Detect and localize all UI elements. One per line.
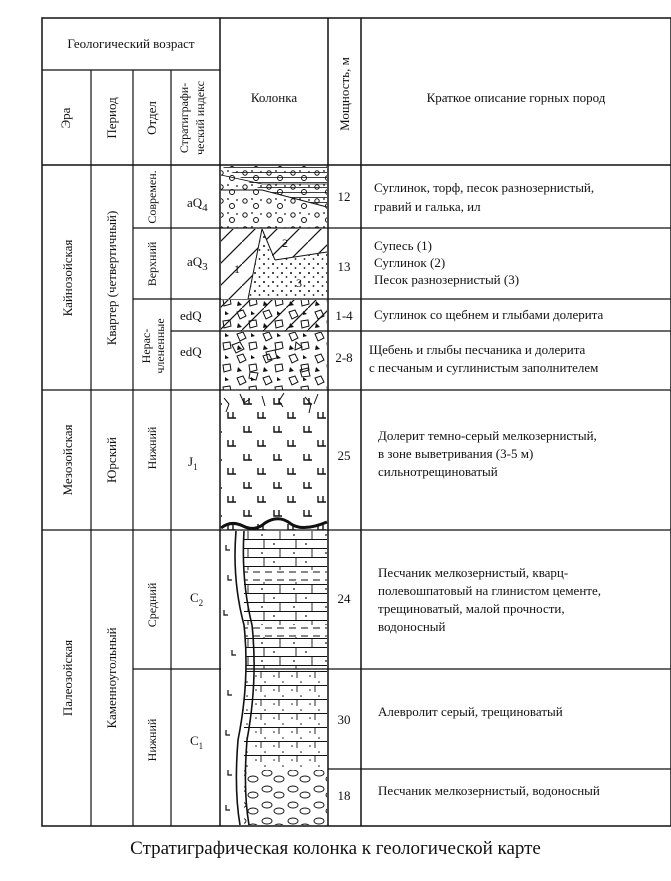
header-period: Период (104, 97, 119, 139)
svg-text:с песчаным и суглинистым запол: с песчаным и суглинистым заполнителем (369, 360, 599, 375)
litho-edq-rubble (221, 332, 327, 390)
figure-caption: Стратиграфическая колонка к геологической карте (130, 838, 541, 859)
period-label-carboniferous: Каменноугольный (104, 627, 119, 729)
svg-text:Щебень и глыбы песчаника и дол: Щебень и глыбы песчаника и долерита (369, 342, 586, 357)
header-thickness: Мощность, м (337, 57, 352, 131)
header-geo-age: Геологический возраст (67, 36, 195, 51)
table-grid (42, 18, 671, 826)
litho-c1-siltstone (244, 670, 327, 769)
litho-aq4-alluvium (221, 166, 327, 228)
column-label-1: 1 (234, 262, 240, 276)
svg-text:сильнотрещиноватый: сильнотрещиноватый (378, 464, 498, 479)
svg-text:Песок разнозернистый (3): Песок разнозернистый (3) (374, 272, 520, 287)
svg-text:Алевролит серый, трещиноватый: Алевролит серый, трещиноватый (378, 704, 563, 719)
thickness-aq4: 12 (337, 189, 351, 204)
division-label-carb-lower: Нижний (145, 718, 159, 762)
svg-text:Долерит темно-серый мелкозерни: Долерит темно-серый мелкозернистый, (378, 428, 597, 443)
description-edq-upper (374, 307, 604, 322)
strat-index-edq-lower: edQ (180, 344, 202, 359)
description-aq3 (374, 238, 519, 287)
era-label-paleozoic: Палеозойская (60, 639, 75, 717)
svg-text:полевошпатовый на глинистом це: полевошпатовый на глинистом цементе, (378, 583, 601, 598)
svg-text:Песчаник мелкозернистый, водон: Песчаник мелкозернистый, водоносный (378, 783, 600, 798)
svg-text:Супесь (1): Супесь (1) (374, 238, 433, 253)
svg-text:гравий и галька, ил: гравий и галька, ил (374, 199, 481, 214)
svg-text:в зоне выветривания (3-5 м): в зоне выветривания (3-5 м) (378, 446, 534, 461)
period-label-quaternary: Квартер (четвертичный) (104, 210, 119, 346)
period-label-jurassic: Юрский (104, 437, 119, 483)
svg-text:Песчаник мелкозернистый, кварц: Песчаник мелкозернистый, кварц- (378, 565, 569, 580)
division-label-undivided-2: члененные (153, 318, 167, 374)
strat-index-c2: $C_2$ (190, 590, 204, 608)
litho-edq-loam-rubble (221, 300, 327, 331)
litho-aq3-sandy-loam (221, 229, 327, 299)
thickness-bottom: 18 (337, 788, 351, 803)
header-description: Краткое описание горных пород (426, 90, 606, 105)
svg-text:Суглинок (2): Суглинок (2) (374, 255, 446, 270)
era-label-cenozoic: Кайнозойская (60, 239, 75, 317)
division-label-middle: Средний (145, 582, 159, 628)
header-era: Эра (58, 107, 73, 129)
lithology-column (221, 166, 327, 825)
thickness-j1: 25 (337, 448, 351, 463)
strat-index-c1: $C_1$ (190, 733, 204, 751)
description-j1 (378, 428, 597, 479)
division-label-undivided-1: Нерас- (139, 328, 153, 364)
column-label-2: 2 (282, 236, 288, 250)
thickness-c1: 30 (337, 712, 351, 727)
description-edq-lower (369, 342, 598, 375)
svg-text:водоносный: водоносный (378, 619, 446, 634)
thickness-c2: 24 (337, 591, 351, 606)
era-label-mesozoic: Мезозойская (60, 424, 75, 496)
division-label-jurassic-lower: Нижний (145, 426, 159, 470)
header-column: Колонка (250, 90, 298, 105)
header-strat-index-1: Стратиграфи- (177, 82, 191, 154)
svg-text:трещиноватый, малой прочности,: трещиноватый, малой прочности, (378, 601, 565, 616)
header-division: Отдел (144, 101, 159, 135)
column-label-3: 3 (296, 276, 302, 290)
header-strat-index-2: ческий индекс (193, 81, 207, 155)
strat-index-aq3: $aQ_3$ (187, 254, 208, 273)
division-label-upper: Верхний (145, 241, 159, 287)
thickness-edq-lower: 2-8 (335, 350, 353, 365)
description-c2 (378, 565, 601, 634)
litho-bottom-sandstone (244, 770, 327, 825)
strat-index-j1: $J_1$ (188, 454, 198, 472)
strat-index-edq-upper: edQ (180, 308, 202, 323)
thickness-edq-upper: 1-4 (335, 308, 353, 323)
description-aq4 (374, 180, 594, 214)
strat-index-aq4: $aQ_4$ (187, 195, 208, 214)
svg-text:Суглинок со щебнем и глыбами д: Суглинок со щебнем и глыбами долерита (374, 307, 604, 322)
description-bottom (378, 783, 600, 798)
litho-c2-sandstone (244, 531, 327, 669)
thickness-aq3: 13 (337, 259, 351, 274)
description-c1 (378, 704, 563, 719)
division-label-modern: Современ. (145, 170, 159, 224)
svg-text:Суглинок, торф, песок разнозер: Суглинок, торф, песок разнозернистый, (374, 180, 595, 195)
litho-j1-dolerite (221, 391, 327, 530)
